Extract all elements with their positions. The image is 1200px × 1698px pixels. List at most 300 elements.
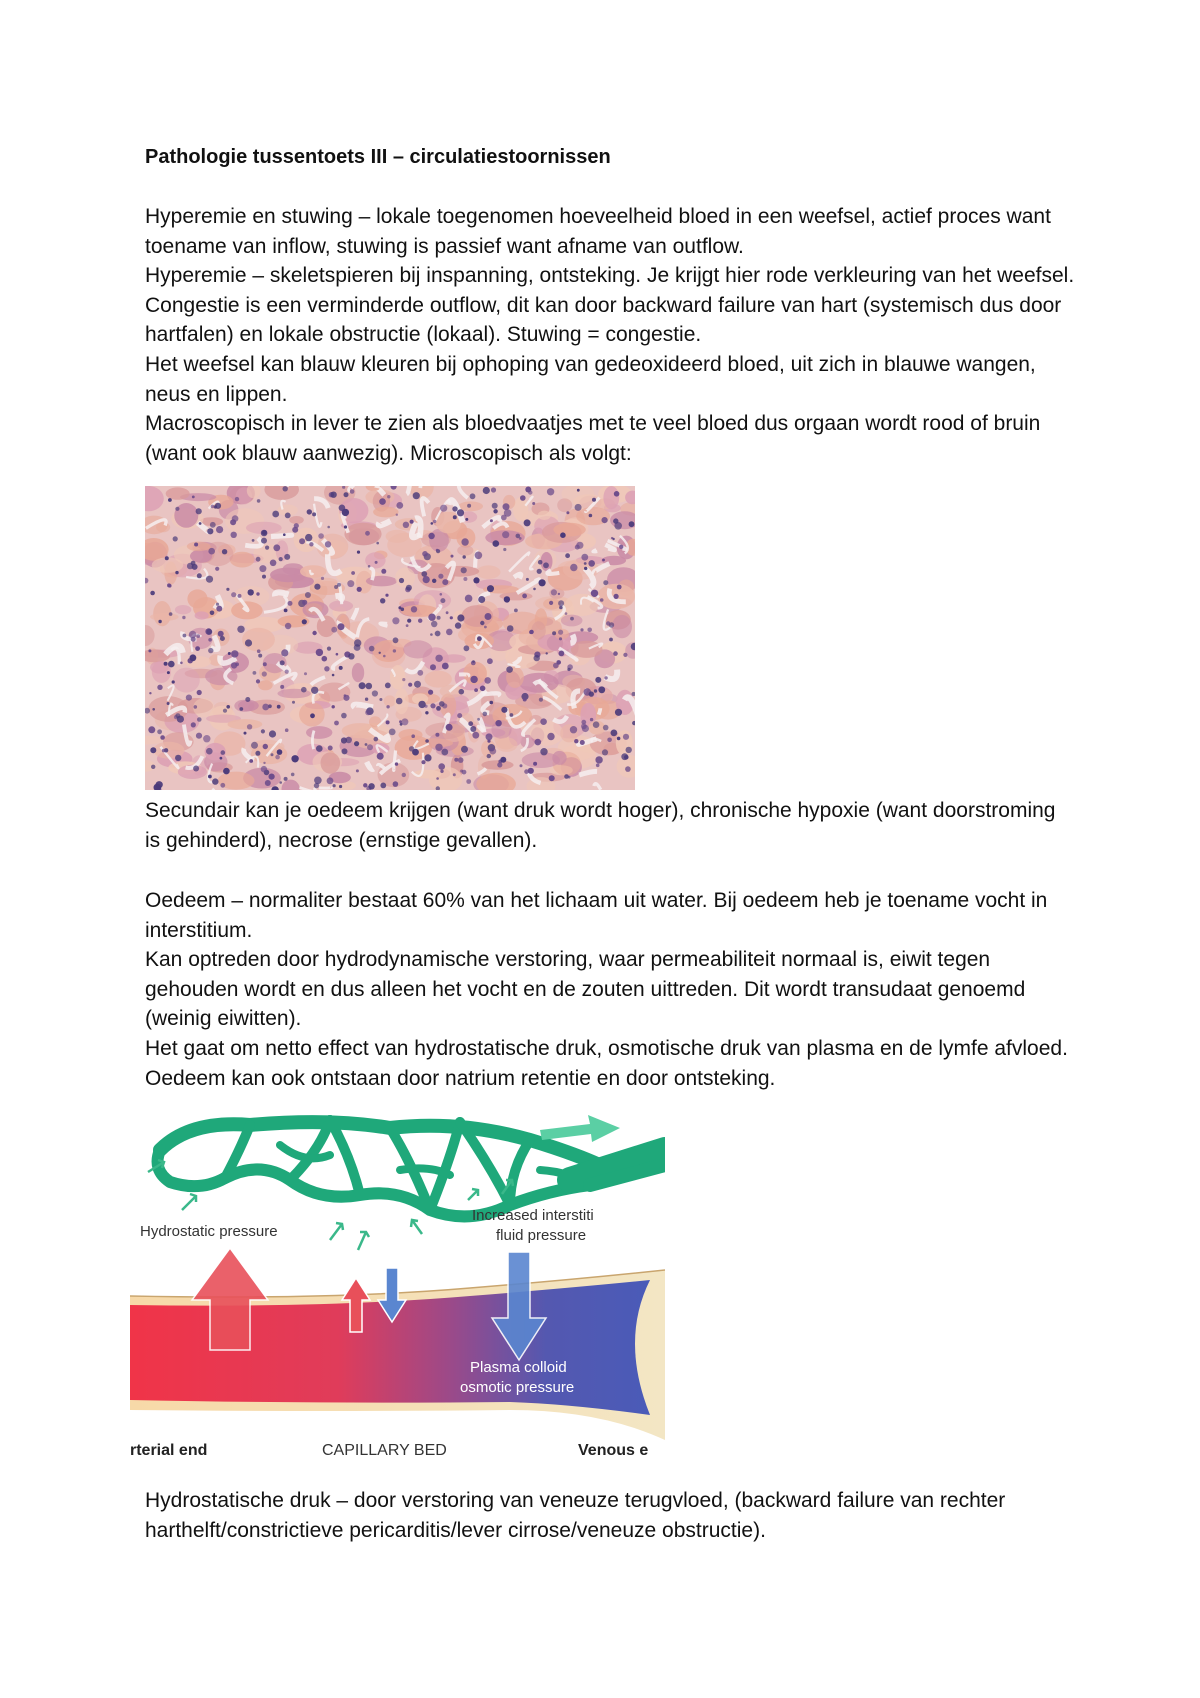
micrograph-nucleus bbox=[339, 666, 343, 670]
micrograph-nucleus bbox=[316, 745, 323, 752]
micrograph-nucleus bbox=[294, 523, 299, 528]
micrograph-nucleus bbox=[351, 571, 355, 575]
micrograph-tissue bbox=[321, 752, 341, 773]
micrograph-nucleus bbox=[428, 533, 434, 539]
micrograph-nucleus bbox=[277, 749, 283, 755]
micrograph-nucleus bbox=[344, 694, 347, 697]
micrograph-nucleus bbox=[210, 611, 215, 616]
micrograph-nucleus bbox=[191, 722, 196, 727]
micrograph-nucleus bbox=[367, 744, 373, 750]
micrograph-nucleus bbox=[483, 487, 490, 494]
micrograph-nucleus bbox=[602, 517, 608, 523]
micrograph-nucleus bbox=[393, 649, 396, 652]
micrograph-nucleus bbox=[442, 663, 449, 670]
micrograph-nucleus bbox=[281, 649, 288, 656]
hydrostatic-pressure-label: Hydrostatic pressure bbox=[140, 1223, 278, 1240]
micrograph-nucleus bbox=[341, 713, 347, 719]
micrograph-nucleus bbox=[183, 634, 187, 638]
micrograph-nucleus bbox=[529, 630, 533, 634]
micrograph-nucleus bbox=[567, 668, 570, 671]
micrograph-nucleus bbox=[589, 691, 594, 696]
micrograph-nucleus bbox=[197, 690, 202, 695]
micrograph-nucleus bbox=[609, 638, 613, 642]
micrograph-tissue bbox=[395, 568, 415, 588]
micrograph-nucleus bbox=[484, 677, 491, 684]
micrograph-nucleus bbox=[348, 653, 354, 659]
micrograph-nucleus bbox=[342, 748, 348, 754]
micrograph-nucleus bbox=[558, 600, 564, 606]
micrograph-nucleus bbox=[453, 515, 457, 519]
micrograph-nucleus bbox=[190, 654, 197, 661]
micrograph-nucleus bbox=[551, 589, 557, 595]
micrograph-nucleus bbox=[477, 636, 482, 641]
micrograph-nucleus bbox=[262, 671, 267, 676]
micrograph-nucleus bbox=[399, 578, 404, 583]
micrograph-nucleus bbox=[591, 590, 598, 597]
micrograph-nucleus bbox=[468, 721, 473, 726]
micrograph-nucleus bbox=[365, 710, 371, 716]
micrograph-nucleus bbox=[607, 738, 612, 743]
micrograph-nucleus bbox=[458, 757, 464, 763]
micrograph-nucleus bbox=[520, 764, 523, 767]
micrograph-tissue bbox=[228, 719, 263, 729]
micrograph-nucleus bbox=[412, 749, 419, 756]
micrograph-tissue bbox=[230, 552, 255, 568]
micrograph-nucleus bbox=[223, 709, 227, 713]
micrograph-nucleus bbox=[497, 762, 502, 767]
micrograph-nucleus bbox=[211, 505, 215, 509]
micrograph-nucleus bbox=[263, 744, 268, 749]
micrograph-nucleus bbox=[524, 769, 529, 774]
micrograph-nucleus bbox=[220, 636, 225, 641]
micrograph-nucleus bbox=[559, 637, 562, 640]
micrograph-nucleus bbox=[477, 718, 480, 721]
micrograph-nucleus bbox=[495, 720, 501, 726]
micrograph-nucleus bbox=[539, 698, 543, 702]
micrograph-nucleus bbox=[535, 739, 542, 746]
micrograph-nucleus bbox=[487, 585, 494, 592]
micrograph-nucleus bbox=[507, 625, 514, 632]
micrograph-tissue bbox=[175, 605, 191, 614]
micrograph-nucleus bbox=[537, 569, 542, 574]
micrograph-nucleus bbox=[164, 662, 168, 666]
micrograph-nucleus bbox=[490, 701, 494, 705]
micrograph-nucleus bbox=[339, 505, 346, 512]
micrograph-nucleus bbox=[381, 569, 386, 574]
micrograph-nucleus bbox=[504, 596, 510, 602]
micrograph-nucleus bbox=[338, 623, 345, 630]
micrograph-tissue bbox=[538, 511, 551, 520]
micrograph-nucleus bbox=[173, 536, 178, 541]
micrograph-nucleus bbox=[357, 587, 362, 592]
micrograph-nucleus bbox=[523, 698, 527, 702]
micrograph-tissue bbox=[403, 640, 432, 658]
micrograph-nucleus bbox=[439, 701, 445, 707]
micrograph-nucleus bbox=[379, 652, 381, 654]
micrograph-tissue bbox=[166, 487, 190, 499]
micrograph-nucleus bbox=[407, 619, 411, 623]
micrograph-nucleus bbox=[560, 532, 566, 538]
micrograph-nucleus bbox=[379, 698, 382, 701]
micrograph-nucleus bbox=[491, 487, 496, 492]
micrograph-nucleus bbox=[436, 549, 439, 552]
micrograph-nucleus bbox=[413, 492, 420, 499]
micrograph-nucleus bbox=[212, 778, 218, 784]
paragraph: Het gaat om netto effect van hydrostatische druk, osmotische druk van plasma en de lymfe afvloed. Oedeem kan ook ontstaan door natrium retentie en door ontsteking. bbox=[145, 1036, 1068, 1090]
micrograph-nucleus bbox=[194, 543, 198, 547]
micrograph-nucleus bbox=[365, 531, 370, 536]
micrograph-nucleus bbox=[284, 609, 288, 613]
micrograph-nucleus bbox=[292, 701, 295, 704]
micrograph-nucleus bbox=[396, 514, 398, 516]
micrograph-nucleus bbox=[231, 532, 237, 538]
micrograph-nucleus bbox=[539, 579, 546, 586]
micrograph-tissue bbox=[513, 497, 528, 521]
micrograph-nucleus bbox=[207, 528, 213, 534]
capillary-bed-diagram bbox=[130, 1110, 665, 1470]
micrograph-nucleus bbox=[261, 766, 267, 772]
micrograph-tissue bbox=[565, 594, 599, 616]
micrograph-nucleus bbox=[376, 542, 379, 545]
paragraph: Hyperemie en stuwing – lokale toegenomen hoeveelheid bloed in een weefsel, actief proces want toename van inflow, stuwing is passief want afname van outflow. bbox=[145, 205, 1051, 258]
micrograph-nucleus bbox=[301, 687, 307, 693]
micrograph-nucleus bbox=[437, 616, 441, 620]
micrograph-nucleus bbox=[393, 637, 399, 643]
micrograph-nucleus bbox=[435, 655, 442, 662]
micrograph-nucleus bbox=[279, 557, 283, 561]
micrograph-nucleus bbox=[180, 662, 183, 665]
micrograph-nucleus bbox=[423, 576, 430, 583]
micrograph-nucleus bbox=[368, 783, 374, 789]
micrograph-nucleus bbox=[208, 548, 215, 555]
micrograph-nucleus bbox=[485, 613, 492, 620]
micrograph-nucleus bbox=[275, 755, 280, 760]
micrograph-nucleus bbox=[430, 633, 433, 636]
micrograph-nucleus bbox=[464, 645, 470, 651]
micrograph-nucleus bbox=[406, 585, 412, 591]
micrograph-nucleus bbox=[256, 557, 261, 562]
paragraph: Secundair kan je oedeem krijgen (want druk wordt hoger), chronische hypoxie (want doorstroming is gehinderd), necrose (ernstige gevallen). bbox=[145, 799, 1056, 852]
micrograph-nucleus bbox=[310, 713, 315, 718]
micrograph-nucleus bbox=[226, 705, 230, 709]
section-oedeem bbox=[145, 886, 1075, 1093]
micrograph-nucleus bbox=[189, 631, 197, 639]
micrograph-nucleus bbox=[450, 616, 453, 619]
micrograph-tissue bbox=[603, 486, 619, 509]
micrograph-nucleus bbox=[595, 677, 601, 683]
micrograph-nucleus bbox=[261, 530, 268, 537]
micrograph-nucleus bbox=[574, 739, 578, 743]
liver-micrograph-image bbox=[145, 486, 635, 790]
micrograph-nucleus bbox=[552, 631, 556, 635]
micrograph-nucleus bbox=[457, 509, 464, 516]
micrograph-nucleus bbox=[285, 513, 291, 519]
micrograph-nucleus bbox=[615, 709, 622, 716]
micrograph-nucleus bbox=[613, 651, 618, 656]
micrograph-nucleus bbox=[327, 526, 330, 529]
paragraph: Oedeem – normaliter bestaat 60% van het lichaam uit water. Bij oedeem heb je toename vocht in interstitium. bbox=[145, 889, 1048, 942]
micrograph-nucleus bbox=[575, 504, 582, 511]
micrograph-nucleus bbox=[363, 783, 367, 787]
micrograph-nucleus bbox=[220, 757, 223, 760]
micrograph-nucleus bbox=[611, 730, 618, 737]
micrograph-nucleus bbox=[501, 707, 507, 713]
micrograph-nucleus bbox=[304, 672, 307, 675]
micrograph-tissue bbox=[414, 738, 453, 748]
micrograph-nucleus bbox=[604, 676, 607, 679]
micrograph-nucleus bbox=[614, 491, 620, 497]
micrograph-nucleus bbox=[169, 612, 173, 616]
micrograph-tissue bbox=[553, 523, 585, 537]
micrograph-nucleus bbox=[330, 492, 336, 498]
micrograph-nucleus bbox=[435, 631, 441, 637]
micrograph-nucleus bbox=[383, 655, 386, 658]
micrograph-nucleus bbox=[501, 515, 507, 521]
micrograph-nucleus bbox=[344, 525, 347, 528]
micrograph-nucleus bbox=[257, 649, 261, 653]
micrograph-tissue bbox=[195, 611, 209, 619]
micrograph-nucleus bbox=[424, 754, 431, 761]
micrograph-nucleus bbox=[470, 676, 477, 683]
micrograph-nucleus bbox=[196, 733, 202, 739]
micrograph-nucleus bbox=[379, 498, 386, 505]
micrograph-nucleus bbox=[284, 554, 290, 560]
micrograph-nucleus bbox=[324, 666, 329, 671]
micrograph-nucleus bbox=[475, 552, 483, 560]
micrograph-nucleus bbox=[231, 650, 238, 657]
micrograph-nucleus bbox=[575, 545, 580, 550]
micrograph-nucleus bbox=[606, 621, 610, 625]
micrograph-nucleus bbox=[442, 579, 448, 585]
micrograph-nucleus bbox=[489, 748, 496, 755]
micrograph-nucleus bbox=[490, 519, 493, 522]
micrograph-nucleus bbox=[590, 718, 593, 721]
micrograph-nucleus bbox=[486, 733, 493, 740]
micrograph-nucleus bbox=[195, 646, 200, 651]
micrograph-nucleus bbox=[206, 748, 213, 755]
micrograph-nucleus bbox=[150, 591, 155, 596]
micrograph-nucleus bbox=[299, 538, 305, 544]
micrograph-sinusoid bbox=[271, 535, 292, 536]
micrograph-tissue bbox=[173, 668, 200, 693]
micrograph-nucleus bbox=[461, 746, 468, 753]
micrograph-nucleus bbox=[396, 502, 403, 509]
micrograph-nucleus bbox=[386, 720, 390, 724]
micrograph-nucleus bbox=[332, 705, 335, 708]
micrograph-nucleus bbox=[594, 689, 597, 692]
micrograph-nucleus bbox=[500, 757, 506, 763]
micrograph-nucleus bbox=[593, 721, 600, 728]
micrograph-nucleus bbox=[216, 606, 222, 612]
paragraph: Macroscopisch in lever te zien als bloedvaatjes met te veel bloed dus orgaan wordt rood of bruin (want ook blauw aanwezig). Microscopisch als volgt: bbox=[145, 412, 1041, 465]
micrograph-nucleus bbox=[175, 571, 178, 574]
micrograph-nucleus bbox=[208, 648, 213, 653]
micrograph-nucleus bbox=[549, 775, 555, 781]
micrograph-nucleus bbox=[305, 592, 311, 598]
micrograph-nucleus bbox=[385, 683, 391, 689]
micrograph-nucleus bbox=[244, 732, 247, 735]
micrograph-nucleus bbox=[430, 703, 435, 708]
micrograph-nucleus bbox=[603, 725, 609, 731]
micrograph-nucleus bbox=[238, 594, 242, 598]
micrograph-nucleus bbox=[582, 725, 589, 732]
micrograph-nucleus bbox=[589, 514, 593, 518]
micrograph-nucleus bbox=[528, 490, 532, 494]
micrograph-tissue bbox=[413, 770, 441, 779]
micrograph-tissue bbox=[425, 671, 452, 688]
micrograph-nucleus bbox=[168, 498, 172, 502]
micrograph-nucleus bbox=[457, 614, 464, 621]
section-hyperemie bbox=[145, 202, 1075, 468]
micrograph-nucleus bbox=[387, 495, 390, 498]
micrograph-nucleus bbox=[510, 713, 514, 717]
micrograph-nucleus bbox=[196, 634, 200, 638]
micrograph-nucleus bbox=[216, 603, 219, 606]
micrograph-nucleus bbox=[158, 620, 161, 623]
micrograph-nucleus bbox=[167, 671, 170, 674]
micrograph-nucleus bbox=[259, 565, 266, 572]
micrograph-nucleus bbox=[196, 508, 202, 514]
micrograph-tissue bbox=[317, 616, 336, 638]
micrograph-nucleus bbox=[440, 770, 443, 773]
micrograph-nucleus bbox=[380, 598, 385, 603]
micrograph-sinusoid bbox=[275, 592, 289, 596]
micrograph-nucleus bbox=[398, 606, 401, 609]
micrograph-nucleus bbox=[502, 531, 509, 538]
micrograph-nucleus bbox=[570, 726, 577, 733]
micrograph-tissue bbox=[373, 507, 398, 518]
micrograph-nucleus bbox=[425, 739, 429, 743]
micrograph-nucleus bbox=[602, 559, 605, 562]
micrograph-nucleus bbox=[446, 611, 449, 614]
micrograph-nucleus bbox=[430, 664, 436, 670]
micrograph-nucleus bbox=[235, 497, 239, 501]
micrograph-nucleus bbox=[538, 560, 543, 565]
micrograph-nucleus bbox=[247, 724, 252, 729]
micrograph-nucleus bbox=[245, 639, 252, 646]
micrograph-nucleus bbox=[621, 753, 628, 760]
micrograph-nucleus bbox=[356, 769, 359, 772]
micrograph-nucleus bbox=[474, 688, 478, 692]
micrograph-nucleus bbox=[258, 654, 262, 658]
micrograph-tissue bbox=[150, 613, 179, 621]
micrograph-nucleus bbox=[262, 704, 269, 711]
micrograph-nucleus bbox=[221, 750, 226, 755]
micrograph-nucleus bbox=[584, 567, 587, 570]
micrograph-nucleus bbox=[150, 747, 156, 753]
micrograph-nucleus bbox=[493, 540, 500, 547]
micrograph-nucleus bbox=[283, 486, 288, 491]
micrograph-nucleus bbox=[218, 631, 224, 637]
micrograph-nucleus bbox=[410, 520, 414, 524]
micrograph-nucleus bbox=[228, 652, 231, 655]
micrograph-nucleus bbox=[540, 718, 547, 725]
micrograph-nucleus bbox=[558, 593, 560, 595]
micrograph-nucleus bbox=[438, 763, 445, 770]
micrograph-nucleus bbox=[368, 565, 371, 568]
micrograph-nucleus bbox=[414, 681, 421, 688]
micrograph-nucleus bbox=[318, 533, 324, 539]
micrograph-nucleus bbox=[157, 729, 162, 734]
micrograph-nucleus bbox=[425, 711, 428, 714]
micrograph-nucleus bbox=[564, 774, 569, 779]
micrograph-nucleus bbox=[322, 656, 328, 662]
micrograph-nucleus bbox=[516, 534, 521, 539]
micrograph-nucleus bbox=[160, 735, 165, 740]
micrograph-tissue bbox=[612, 615, 632, 638]
paragraph: Hydrostatische druk – door verstoring van veneuze terugvloed, (backward failure van rechter harthelft/constrictieve pericarditis/lever cirrose/veneuze obstructie). bbox=[145, 1489, 1006, 1542]
micrograph-nucleus bbox=[431, 522, 434, 525]
micrograph-nucleus bbox=[328, 746, 333, 751]
micrograph-nucleus bbox=[581, 720, 586, 725]
micrograph-nucleus bbox=[463, 555, 466, 558]
micrograph-nucleus bbox=[592, 498, 596, 502]
interstitial-pressure-label-line2: fluid pressure bbox=[496, 1227, 587, 1244]
micrograph-nucleus bbox=[466, 779, 471, 784]
micrograph-nucleus bbox=[156, 781, 163, 788]
micrograph-nucleus bbox=[629, 521, 635, 527]
paragraph: Hyperemie – skeletspieren bij inspanning, ontsteking. Je krijgt hier rode verkleuring van het weefsel. Congestie is een verminderde outflow, dit kan door backward failure van hart (systemisch dus door hartfalen) en lokale obstructie (lokaal). Stuwing = congestie. bbox=[145, 264, 1075, 347]
micrograph-sinusoid bbox=[599, 708, 601, 714]
micrograph-nucleus bbox=[279, 781, 282, 784]
micrograph-nucleus bbox=[168, 661, 175, 668]
micrograph-nucleus bbox=[565, 612, 568, 615]
micrograph-nucleus bbox=[346, 737, 352, 743]
micrograph-nucleus bbox=[327, 647, 331, 651]
micrograph-nucleus bbox=[223, 768, 230, 775]
micrograph-nucleus bbox=[580, 740, 585, 745]
micrograph-nucleus bbox=[614, 522, 622, 530]
micrograph-nucleus bbox=[302, 600, 307, 605]
micrograph-nucleus bbox=[187, 563, 194, 570]
micrograph-nucleus bbox=[612, 538, 614, 540]
micrograph-nucleus bbox=[526, 578, 529, 581]
micrograph-nucleus bbox=[470, 493, 476, 499]
micrograph-tissue bbox=[289, 516, 304, 524]
micrograph-nucleus bbox=[280, 685, 284, 689]
micrograph-nucleus bbox=[365, 743, 368, 746]
micrograph-nucleus bbox=[248, 589, 254, 595]
micrograph-nucleus bbox=[431, 621, 437, 627]
micrograph-nucleus bbox=[484, 626, 487, 629]
micrograph-tissue bbox=[476, 565, 500, 579]
micrograph-nucleus bbox=[432, 579, 436, 583]
micrograph-nucleus bbox=[377, 753, 384, 760]
micrograph-nucleus bbox=[357, 551, 360, 554]
micrograph-sinusoid bbox=[394, 750, 396, 770]
micrograph-nucleus bbox=[312, 631, 316, 635]
micrograph-nucleus bbox=[369, 646, 375, 652]
micrograph-nucleus bbox=[175, 755, 181, 761]
micrograph-nucleus bbox=[435, 744, 442, 751]
micrograph-nucleus bbox=[460, 770, 463, 773]
micrograph-tissue bbox=[457, 545, 473, 555]
micrograph-nucleus bbox=[411, 606, 417, 612]
micrograph-nucleus bbox=[617, 737, 621, 741]
micrograph-nucleus bbox=[533, 588, 536, 591]
micrograph-nucleus bbox=[547, 733, 554, 740]
micrograph-nucleus bbox=[273, 544, 280, 551]
micrograph-sinusoid bbox=[380, 623, 387, 626]
micrograph-nucleus bbox=[256, 679, 260, 683]
micrograph-nucleus bbox=[291, 773, 295, 777]
micrograph-sinusoid bbox=[420, 486, 421, 488]
micrograph-nucleus bbox=[570, 564, 577, 571]
micrograph-nucleus bbox=[441, 749, 448, 756]
document-title: Pathologie tussentoets III – circulatiestoornissen bbox=[145, 146, 611, 168]
micrograph-nucleus bbox=[230, 519, 236, 525]
micrograph-nucleus bbox=[350, 489, 355, 494]
